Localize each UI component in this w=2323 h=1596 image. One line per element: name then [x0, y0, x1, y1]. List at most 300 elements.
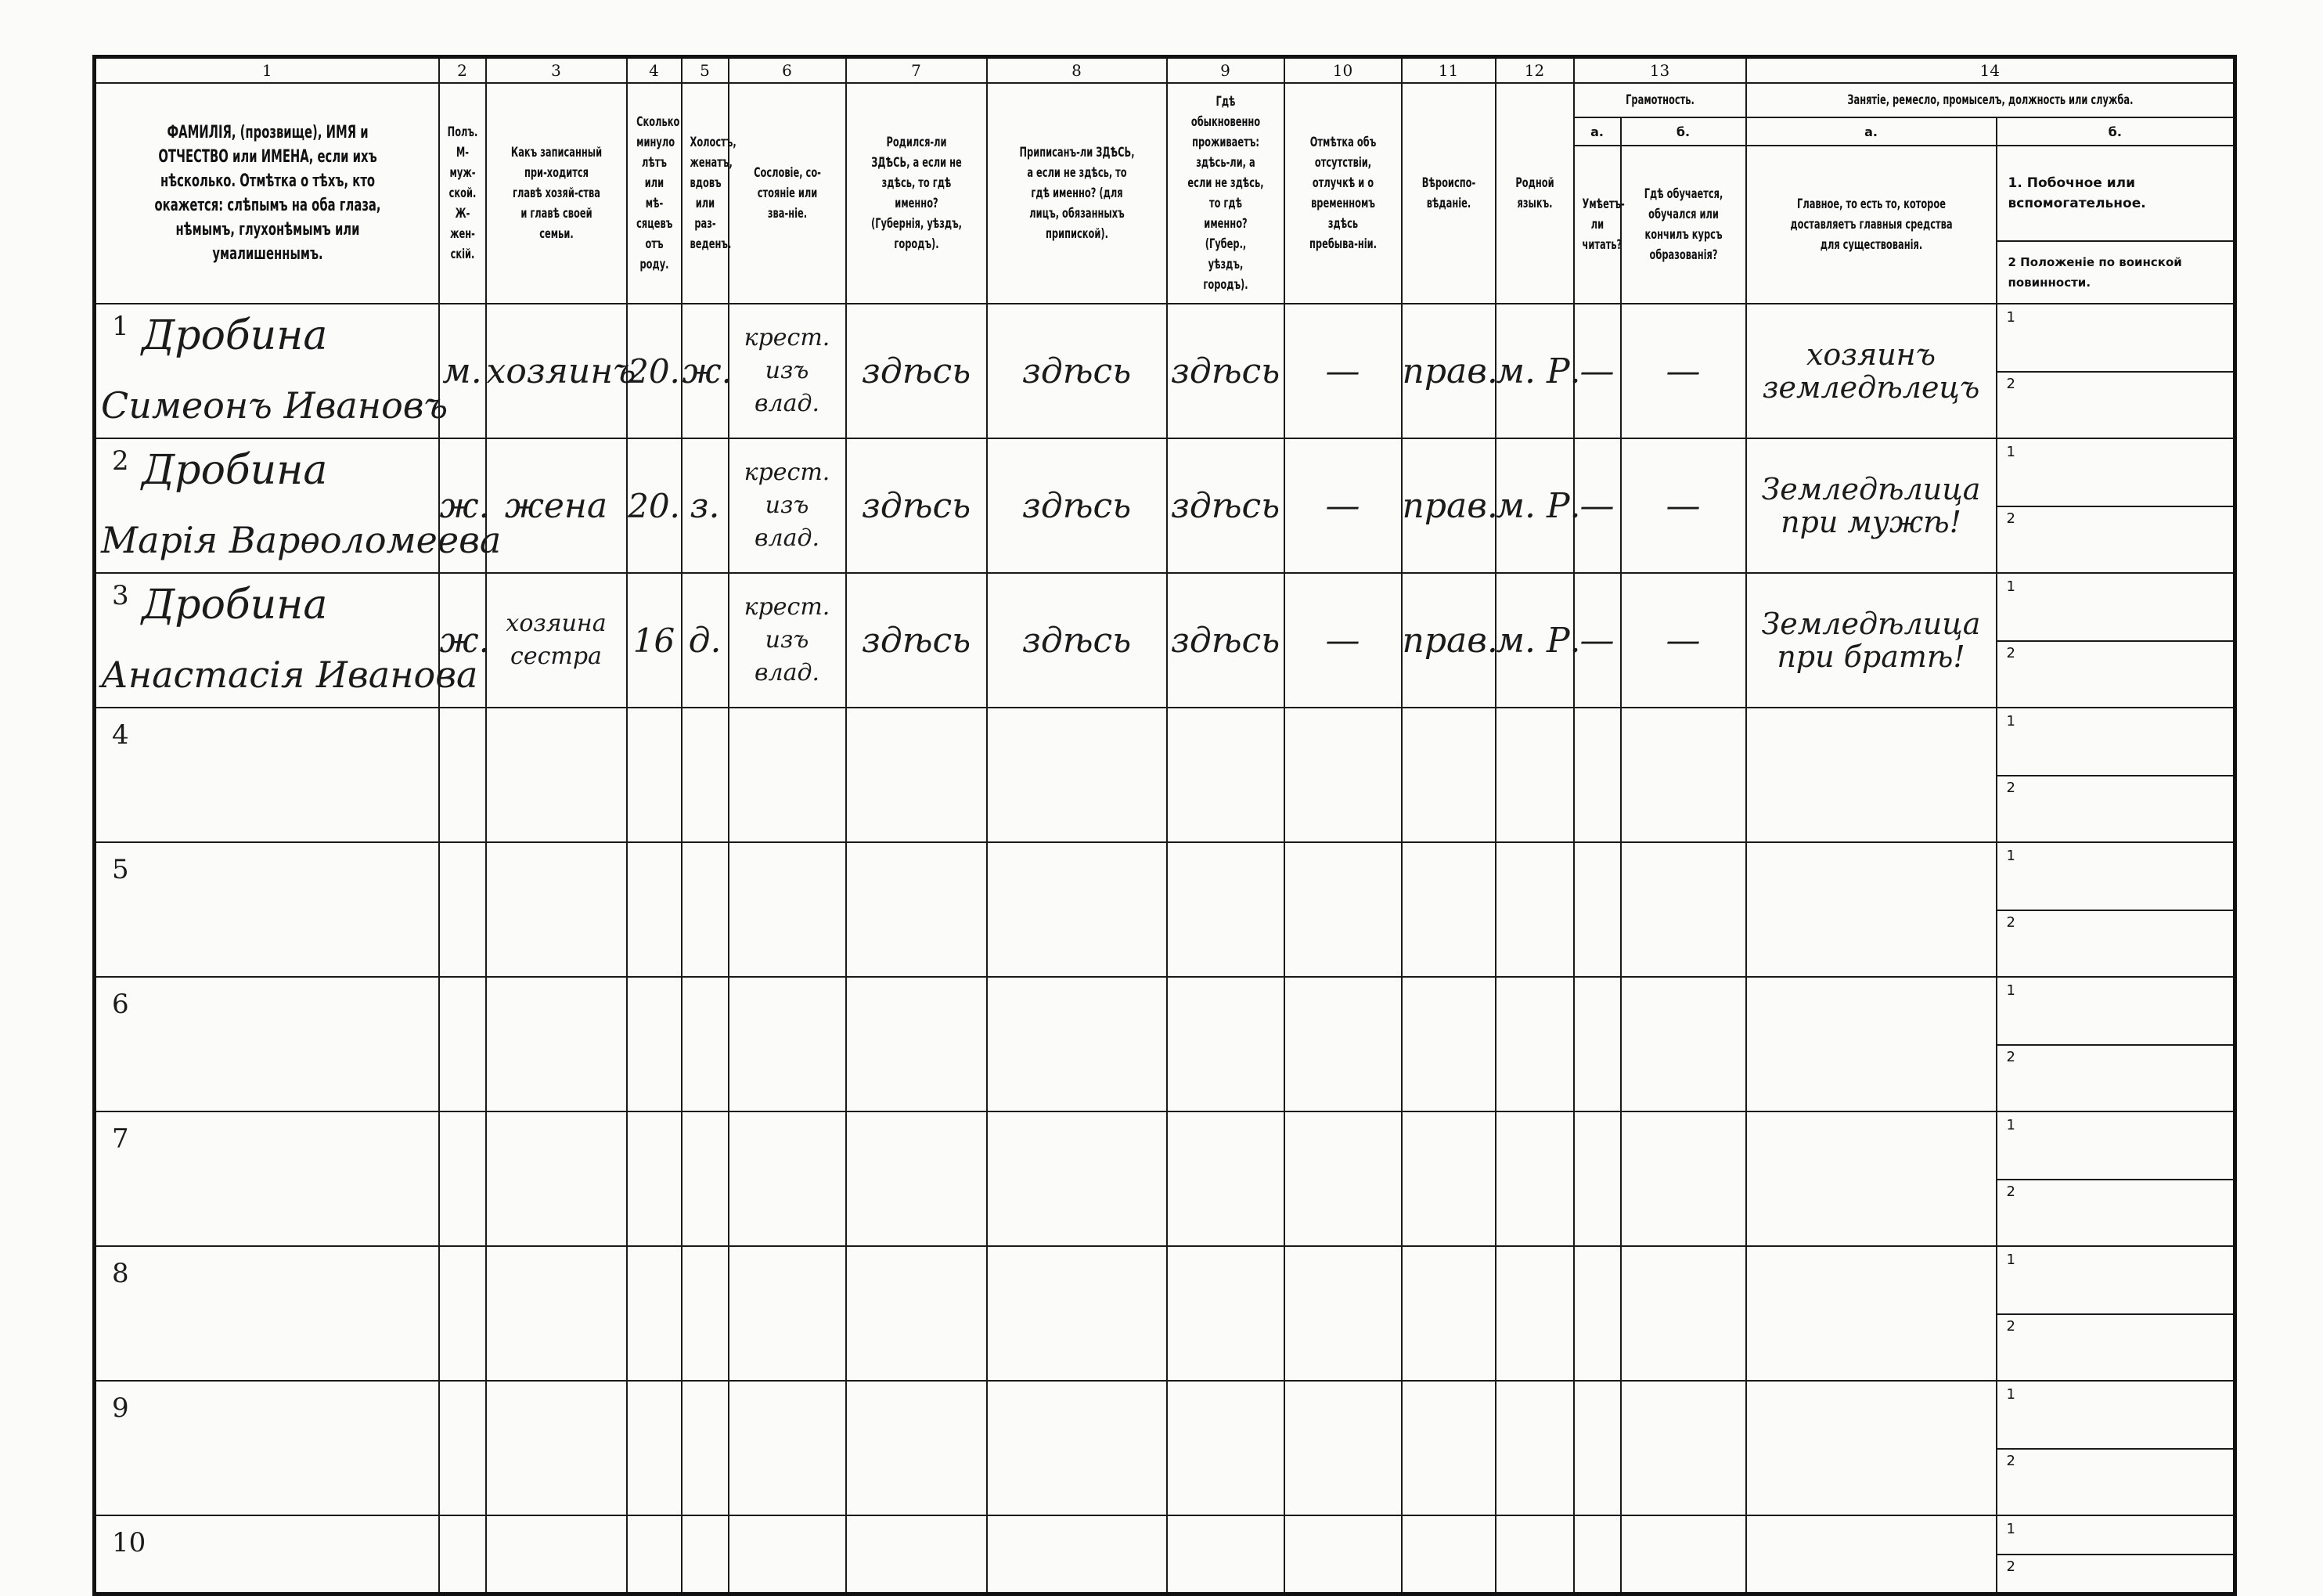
religion-cell[interactable] — [1402, 1246, 1496, 1381]
line-number-2: 2 — [2006, 1453, 2015, 1469]
marital-cell-text: ж. — [682, 351, 733, 391]
secondary-occupation-line[interactable] — [1997, 843, 2234, 911]
col-num-10: 10 — [1284, 57, 1402, 84]
registration-cell[interactable] — [987, 842, 1167, 977]
military-status-line[interactable] — [1997, 371, 2234, 438]
relation-cell[interactable] — [486, 842, 627, 977]
line-number-2: 2 — [2006, 914, 2015, 931]
estate-cell[interactable] — [729, 438, 846, 573]
absence-cell[interactable] — [1284, 1246, 1402, 1381]
birthplace-cell[interactable] — [846, 842, 987, 977]
table-row — [95, 1111, 2235, 1246]
religion-cell[interactable] — [1402, 573, 1496, 708]
secondary-cell[interactable] — [1997, 1381, 2235, 1515]
absence-cell[interactable] — [1284, 842, 1402, 977]
religion-cell[interactable] — [1402, 1515, 1496, 1594]
occupation-cell[interactable] — [1746, 977, 1997, 1111]
marital-cell[interactable] — [682, 304, 733, 438]
marital-cell[interactable] — [682, 438, 729, 573]
row-number: 5 — [112, 854, 129, 885]
line-number-1: 1 — [2006, 444, 2015, 460]
literacy-cell[interactable] — [1574, 1246, 1621, 1381]
age-cell[interactable] — [627, 438, 682, 573]
age-cell[interactable] — [627, 1515, 682, 1594]
marital-cell-text: з. — [690, 485, 720, 526]
military-status-line[interactable] — [1997, 1448, 2234, 1515]
military-status-line[interactable] — [1997, 1554, 2234, 1591]
header-religion: Вѣроиспо-вѣданіе. — [1410, 83, 1486, 304]
header-lives: Гдѣ обыкновенно проживаетъ: здѣсь-ли, а если не здѣсь, то гдѣ именно? (Губер., уѣздъ, городъ). — [1177, 83, 1273, 304]
religion-cell-text: прав. — [1402, 485, 1498, 526]
name-cell[interactable] — [95, 708, 439, 842]
residence-cell[interactable] — [1167, 977, 1284, 1111]
birthplace-cell-text: здѣсь — [861, 351, 971, 391]
religion-cell[interactable] — [1402, 304, 1496, 438]
birthplace-cell-text: здѣсь — [861, 485, 971, 526]
header-literacy-b-letter: б. — [1621, 117, 1746, 146]
residence-cell[interactable] — [1167, 1246, 1284, 1381]
residence-cell[interactable] — [1167, 1111, 1284, 1246]
marital-cell[interactable] — [682, 977, 729, 1111]
relation-cell[interactable] — [486, 1246, 627, 1381]
header-occupation-a-letter: а. — [1746, 117, 1997, 146]
census-sheet — [92, 55, 2233, 1576]
census-table — [92, 55, 2237, 1596]
language-cell[interactable] — [1496, 1111, 1574, 1246]
surname: Дробина — [142, 312, 328, 359]
religion-cell[interactable] — [1402, 1111, 1496, 1246]
col-num-4: 4 — [627, 57, 682, 84]
sex-cell[interactable] — [439, 1381, 486, 1515]
education-cell[interactable] — [1621, 1111, 1746, 1246]
given-name: Марія Варѳоломеева — [101, 519, 502, 561]
col-num-9: 9 — [1167, 57, 1284, 84]
col-num-7: 7 — [846, 57, 987, 84]
name-cell[interactable] — [95, 438, 502, 573]
marital-cell[interactable] — [682, 573, 729, 708]
sex-cell-text: ж. — [439, 485, 490, 526]
birthplace-cell[interactable] — [846, 1246, 987, 1381]
table-row — [95, 977, 2235, 1111]
line-number-1: 1 — [2006, 1117, 2015, 1133]
birthplace-cell[interactable] — [846, 708, 987, 842]
secondary-cell[interactable] — [1997, 573, 2235, 708]
secondary-occupation-line[interactable] — [1997, 1112, 2234, 1180]
marital-cell[interactable] — [682, 1515, 729, 1594]
residence-cell[interactable] — [1167, 842, 1284, 977]
relation-cell-text: хозяинъ — [486, 351, 636, 391]
registration-cell[interactable] — [987, 1246, 1167, 1381]
header-age: Сколько минуло лѣтъ или мѣ-сяцевъ отъ роду. — [632, 83, 676, 304]
name-cell[interactable] — [95, 573, 478, 708]
col-num-11: 11 — [1402, 57, 1496, 84]
col-num-14: 14 — [1746, 57, 2235, 84]
literacy-cell[interactable] — [1574, 1381, 1621, 1515]
relation-cell[interactable] — [486, 1381, 627, 1515]
language-cell-text: м. Р. — [1496, 485, 1581, 526]
language-cell[interactable] — [1496, 1381, 1574, 1515]
education-cell[interactable] — [1621, 708, 1746, 842]
literacy-cell-text: — — [1579, 351, 1615, 391]
header-literacy-a-letter: а. — [1574, 117, 1621, 146]
age-cell[interactable] — [627, 977, 682, 1111]
header-occupation: Занятіе, ремесло, промыселъ, должность или служба. — [1790, 83, 2192, 117]
row-number: 6 — [112, 989, 129, 1020]
registration-cell[interactable] — [987, 438, 1167, 573]
line-number-2: 2 — [2006, 1049, 2015, 1065]
absence-cell-text: — — [1325, 351, 1360, 391]
census-body — [95, 304, 2235, 1594]
relation-cell[interactable] — [486, 573, 627, 708]
row-number: 3 — [112, 580, 129, 611]
relation-cell-text: хозяина сестра — [506, 610, 607, 670]
relation-cell[interactable] — [486, 708, 627, 842]
education-cell-text: — — [1666, 620, 1701, 661]
language-cell[interactable] — [1496, 438, 1581, 573]
table-row — [95, 573, 2235, 708]
line-number-2: 2 — [2006, 1318, 2015, 1335]
secondary-cell[interactable] — [1997, 842, 2235, 977]
secondary-occupation-line[interactable] — [1997, 304, 2234, 373]
secondary-cell[interactable] — [1997, 708, 2235, 842]
secondary-cell[interactable] — [1997, 304, 2235, 438]
line-number-2: 2 — [2006, 645, 2015, 661]
absence-cell[interactable] — [1284, 1381, 1402, 1515]
occupation-cell[interactable] — [1746, 842, 1997, 977]
relation-cell[interactable] — [486, 977, 627, 1111]
name-cell[interactable] — [95, 1111, 439, 1246]
age-cell[interactable] — [627, 573, 682, 708]
header-marital: Холостъ, женатъ, вдовъ или раз-веденъ. — [686, 83, 724, 304]
line-number-1: 1 — [2006, 1252, 2015, 1268]
secondary-occupation-line[interactable] — [1997, 1382, 2234, 1450]
literacy-cell[interactable] — [1574, 708, 1621, 842]
relation-cell-text: жена — [504, 485, 608, 526]
language-cell[interactable] — [1496, 304, 1581, 438]
literacy-cell[interactable] — [1574, 438, 1621, 573]
sex-cell-text: ж. — [439, 620, 490, 661]
header-literacy: Грамотность. — [1589, 83, 1730, 117]
education-cell[interactable] — [1621, 842, 1746, 977]
literacy-cell-text: — — [1579, 485, 1615, 526]
religion-cell[interactable] — [1402, 708, 1496, 842]
registration-cell-text: здѣсь — [1021, 620, 1132, 661]
military-status-line[interactable] — [1997, 775, 2234, 841]
sex-cell-text: м. — [442, 351, 482, 391]
age-cell[interactable] — [627, 1111, 682, 1246]
secondary-occupation-line[interactable] — [1997, 439, 2234, 507]
estate-cell[interactable] — [729, 1515, 846, 1594]
age-cell[interactable] — [627, 708, 682, 842]
registration-cell[interactable] — [987, 708, 1167, 842]
name-cell[interactable] — [95, 977, 439, 1111]
header-secondary — [1997, 146, 2235, 304]
line-number-2: 2 — [2006, 1558, 2015, 1576]
col-num-8: 8 — [987, 57, 1167, 84]
sex-cell[interactable] — [439, 708, 486, 842]
literacy-cell[interactable] — [1574, 977, 1621, 1111]
secondary-occupation-line[interactable] — [1997, 978, 2234, 1046]
education-cell[interactable] — [1621, 438, 1746, 573]
birthplace-cell[interactable] — [846, 1515, 987, 1594]
language-cell[interactable] — [1496, 977, 1574, 1111]
sex-cell[interactable] — [439, 977, 486, 1111]
header-born: Родился-ли ЗДѢСЬ, а если не здѣсь, то гдѣ именно? (Губернія, уѣздъ, городъ). — [859, 83, 974, 304]
table-row — [95, 1246, 2235, 1381]
row-number: 7 — [112, 1123, 129, 1155]
education-cell[interactable] — [1621, 1246, 1746, 1381]
literacy-cell[interactable] — [1574, 1515, 1621, 1594]
column-number-row — [95, 57, 2235, 84]
secondary-cell[interactable] — [1997, 1111, 2235, 1246]
age-cell[interactable] — [627, 304, 682, 438]
registration-cell[interactable] — [987, 304, 1167, 438]
secondary-cell[interactable] — [1997, 977, 2235, 1111]
line-number-2: 2 — [2006, 376, 2015, 392]
registration-cell[interactable] — [987, 573, 1167, 708]
birthplace-cell[interactable] — [846, 1111, 987, 1246]
col-num-1: 1 — [95, 57, 439, 84]
name-cell[interactable] — [95, 304, 448, 438]
language-cell[interactable] — [1496, 573, 1581, 708]
marital-cell[interactable] — [682, 1246, 729, 1381]
relation-cell[interactable] — [486, 438, 627, 573]
line-number-2: 2 — [2006, 510, 2015, 527]
name-cell[interactable] — [95, 1515, 439, 1594]
military-status-line[interactable] — [1997, 1044, 2234, 1111]
religion-cell[interactable] — [1402, 1381, 1496, 1515]
line-number-2: 2 — [2006, 780, 2015, 796]
absence-cell-text: — — [1325, 620, 1360, 661]
row-number: 2 — [112, 445, 129, 477]
row-number: 8 — [112, 1258, 129, 1289]
residence-cell[interactable] — [1167, 708, 1284, 842]
estate-cell[interactable] — [729, 842, 846, 977]
marital-cell-text: д. — [688, 620, 722, 661]
registration-cell-text: здѣсь — [1021, 351, 1132, 391]
military-status-line[interactable] — [1997, 506, 2234, 572]
line-number-1: 1 — [2006, 309, 2015, 326]
row-number: 4 — [112, 719, 129, 751]
occupation-cell[interactable] — [1746, 708, 1997, 842]
education-cell[interactable] — [1621, 304, 1746, 438]
occupation-cell[interactable] — [1746, 573, 1997, 708]
birthplace-cell[interactable] — [846, 438, 987, 573]
military-status-line[interactable] — [1997, 640, 2234, 707]
name-cell[interactable] — [95, 842, 439, 977]
header-main-occupation: Главное, то есть то, которое доставляетъ главныя средства для существованія. — [1768, 146, 1973, 304]
header-relation: Какъ записанный при-ходится главѣ хозяй-ства и главѣ своей семьи. — [499, 83, 614, 304]
military-status-line[interactable] — [1997, 910, 2234, 976]
secondary-cell[interactable] — [1997, 1515, 2235, 1594]
estate-cell[interactable] — [729, 1111, 846, 1246]
language-cell-text: м. Р. — [1496, 351, 1581, 391]
registration-cell-text: здѣсь — [1021, 485, 1132, 526]
occupation-cell-text: Земледѣлица при мужѣ! — [1761, 472, 1981, 539]
header-sex: Полъ. М-муж-ской. Ж-жен-скій. — [443, 83, 481, 304]
religion-cell[interactable] — [1402, 977, 1496, 1111]
military-status-line[interactable] — [1997, 1313, 2234, 1380]
row-number: 9 — [112, 1392, 129, 1424]
sex-cell[interactable] — [439, 1515, 486, 1594]
registration-cell[interactable] — [987, 1515, 1167, 1594]
age-cell[interactable] — [627, 1381, 682, 1515]
line-number-2: 2 — [2006, 1183, 2015, 1200]
language-cell[interactable] — [1496, 708, 1574, 842]
age-cell[interactable] — [627, 842, 682, 977]
birthplace-cell-text: здѣсь — [861, 620, 971, 661]
row-number: 1 — [112, 311, 129, 342]
occupation-cell-text: хозяинъ земледѣлецъ — [1762, 337, 1980, 405]
birthplace-cell[interactable] — [846, 304, 987, 438]
given-name: Анастасія Иванова — [101, 654, 478, 696]
estate-cell-text: крест. изъ влад. — [744, 593, 830, 686]
residence-cell[interactable] — [1167, 573, 1284, 708]
sex-cell[interactable] — [439, 1246, 486, 1381]
education-cell[interactable] — [1621, 573, 1746, 708]
table-row — [95, 304, 2235, 438]
relation-cell[interactable] — [486, 1111, 627, 1246]
table-row — [95, 1515, 2235, 1594]
secondary-occupation-line[interactable] — [1997, 574, 2234, 642]
header-group-row — [95, 83, 2235, 117]
religion-cell-text: прав. — [1402, 351, 1498, 391]
line-number-1: 1 — [2006, 1521, 2015, 1537]
literacy-cell[interactable] — [1574, 304, 1621, 438]
occupation-cell[interactable] — [1746, 304, 1997, 438]
col-num-5: 5 — [682, 57, 729, 84]
header-sub-row — [95, 146, 2235, 304]
estate-cell[interactable] — [729, 304, 846, 438]
col-num-12: 12 — [1496, 57, 1574, 84]
residence-cell-text: здѣсь — [1170, 351, 1280, 391]
relation-cell[interactable] — [486, 304, 636, 438]
absence-cell[interactable] — [1284, 304, 1402, 438]
secondary-occupation-line[interactable] — [1997, 1247, 2234, 1315]
language-cell[interactable] — [1496, 1246, 1574, 1381]
col-num-6: 6 — [729, 57, 846, 84]
header-occupation-b-letter: б. — [1997, 117, 2235, 146]
marital-cell[interactable] — [682, 708, 729, 842]
header-language: Родной языкъ. — [1503, 83, 1567, 304]
estate-cell-text: крест. изъ влад. — [744, 459, 830, 552]
absence-cell[interactable] — [1284, 977, 1402, 1111]
residence-cell[interactable] — [1167, 1381, 1284, 1515]
header-can-read: Умѣетъ-ли читать? — [1578, 146, 1616, 304]
age-cell-text: 20. — [628, 351, 680, 391]
residence-cell-text: здѣсь — [1170, 620, 1280, 661]
absence-cell[interactable] — [1284, 1515, 1402, 1594]
relation-cell[interactable] — [486, 1515, 627, 1594]
row-number: 10 — [112, 1527, 146, 1558]
line-number-1: 1 — [2006, 982, 2015, 999]
education-cell[interactable] — [1621, 1515, 1746, 1594]
literacy-cell[interactable] — [1574, 1111, 1621, 1246]
estate-cell[interactable] — [729, 1246, 846, 1381]
residence-cell[interactable] — [1167, 304, 1284, 438]
name-cell[interactable] — [95, 1381, 439, 1515]
military-status-line[interactable] — [1997, 1179, 2234, 1245]
literacy-cell[interactable] — [1574, 842, 1621, 977]
absence-cell[interactable] — [1284, 573, 1402, 708]
header-absence: Отмѣтка объ отсутствіи, отлучкѣ и о временномъ здѣсь пребыва-ніи. — [1295, 83, 1391, 304]
header-registered: Приписанъ-ли ЗДѢСЬ, а если не здѣсь, то гдѣ именно? (для лицъ, обязанныхъ припиской). — [1003, 83, 1151, 304]
religion-cell[interactable] — [1402, 438, 1496, 573]
language-cell[interactable] — [1496, 842, 1574, 977]
occupation-cell[interactable] — [1746, 1515, 1997, 1594]
registration-cell[interactable] — [987, 1381, 1167, 1515]
header-name: ФАМИЛІЯ, (прозвище), ИМЯ и ОТЧЕСТВО или ИМЕНА, если ихъ нѣсколько. Отмѣтка о тѣхъ, кто окажется: слѣпымъ на оба глаза, нѣмымъ, глухонѣмымъ или умалишеннымъ. — [125, 83, 408, 304]
literacy-cell[interactable] — [1574, 573, 1621, 708]
birthplace-cell[interactable] — [846, 1381, 987, 1515]
marital-cell[interactable] — [682, 842, 729, 977]
sex-cell[interactable] — [439, 842, 486, 977]
name-cell[interactable] — [95, 1246, 439, 1381]
residence-cell[interactable] — [1167, 1515, 1284, 1594]
marital-cell[interactable] — [682, 1381, 729, 1515]
education-cell-text: — — [1666, 351, 1701, 391]
sex-cell[interactable] — [439, 1111, 486, 1246]
occupation-cell-text: Земледѣлица при братѣ! — [1761, 607, 1981, 674]
occupation-cell[interactable] — [1746, 1246, 1997, 1381]
estate-cell-text: крест. изъ влад. — [744, 324, 830, 417]
religion-cell[interactable] — [1402, 842, 1496, 977]
absence-cell[interactable] — [1284, 1111, 1402, 1246]
absence-cell[interactable] — [1284, 708, 1402, 842]
estate-cell[interactable] — [729, 1381, 846, 1515]
religion-cell-text: прав. — [1402, 620, 1498, 661]
language-cell[interactable] — [1496, 1515, 1574, 1594]
table-row — [95, 1381, 2235, 1515]
absence-cell-text: — — [1325, 485, 1360, 526]
table-row — [95, 708, 2235, 842]
surname: Дробина — [142, 447, 328, 494]
age-cell-text: 16 — [632, 621, 675, 660]
occupation-cell[interactable] — [1746, 1381, 1997, 1515]
absence-cell[interactable] — [1284, 438, 1402, 573]
estate-cell[interactable] — [729, 708, 846, 842]
col-num-13: 13 — [1574, 57, 1746, 84]
secondary-occupation-line[interactable] — [1997, 708, 2234, 776]
registration-cell[interactable] — [987, 977, 1167, 1111]
marital-cell[interactable] — [682, 1111, 729, 1246]
line-number-1: 1 — [2006, 713, 2015, 730]
birthplace-cell[interactable] — [846, 977, 987, 1111]
occupation-cell[interactable] — [1746, 438, 1997, 573]
residence-cell-text: здѣсь — [1170, 485, 1280, 526]
header-letter-row — [95, 117, 2235, 146]
secondary-cell[interactable] — [1997, 438, 2235, 573]
secondary-occupation-line[interactable] — [1997, 1516, 2234, 1555]
surname: Дробина — [142, 582, 328, 629]
residence-cell[interactable] — [1167, 438, 1284, 573]
col-num-2: 2 — [439, 57, 486, 84]
estate-cell[interactable] — [729, 977, 846, 1111]
age-cell-text: 20. — [628, 486, 680, 525]
birthplace-cell[interactable] — [846, 573, 987, 708]
registration-cell[interactable] — [987, 1111, 1167, 1246]
secondary-cell[interactable] — [1997, 1246, 2235, 1381]
table-row — [95, 438, 2235, 573]
education-cell-text: — — [1666, 485, 1701, 526]
estate-cell[interactable] — [729, 573, 846, 708]
education-cell[interactable] — [1621, 977, 1746, 1111]
education-cell[interactable] — [1621, 1381, 1746, 1515]
occupation-cell[interactable] — [1746, 1111, 1997, 1246]
col-num-3: 3 — [486, 57, 627, 84]
top-margin — [0, 0, 2323, 55]
age-cell[interactable] — [627, 1246, 682, 1381]
